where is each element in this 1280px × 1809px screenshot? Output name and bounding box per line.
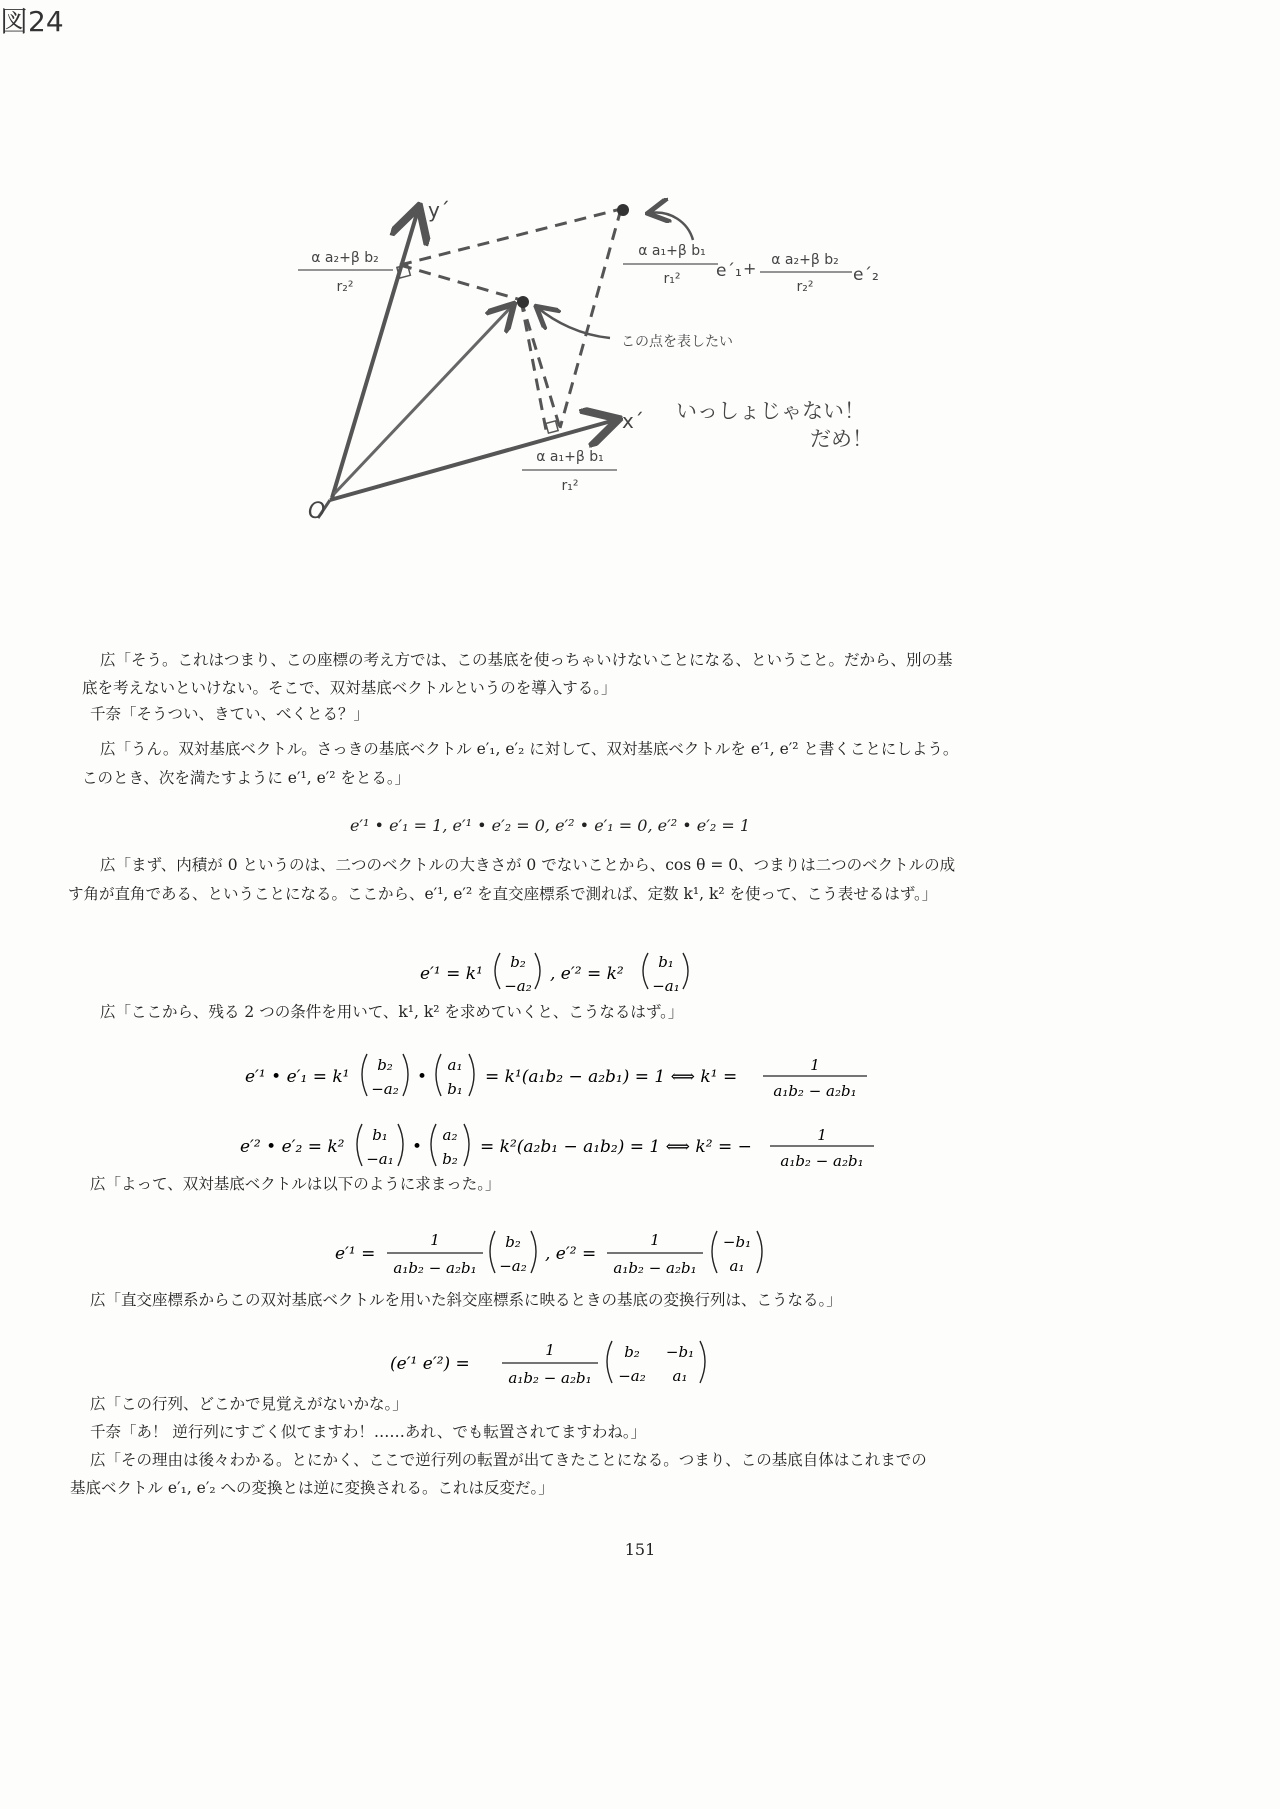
paragraph-9: 千奈「あ！ 逆行列にすごく似てますわ！……あれ、でも転置されてますわね。」	[90, 1423, 647, 1441]
paragraph-4-line-1: 広「まず、内積が 0 というのは、二つのベクトルの大きさが 0 でないことから、cos θ = 0、つまりは二つのベクトルの成	[100, 856, 956, 874]
svg-text:b₂: b₂	[510, 953, 526, 971]
svg-text:b₁: b₁	[372, 1126, 388, 1144]
paragraph-1-line-1: 広「そう。これはつまり、この座標の考え方では、この基底を使っちゃいけないことになる、ということ。だから、別の基	[100, 651, 953, 669]
paragraph-10-line-2: 基底ベクトル e′₁, e′₂ への変換とは逆に変換される。これは反変だ。」	[70, 1479, 554, 1497]
y-axis-label: y´	[428, 198, 450, 222]
top-label-numerator-1: α a₁+β b₁	[638, 243, 706, 259]
top-label-e2: e´₂	[853, 265, 879, 285]
svg-text:−a₂: −a₂	[499, 1257, 527, 1275]
paragraph-6: 広「よって、双対基底ベクトルは以下のように求まった。」	[90, 1175, 501, 1193]
svg-text:a₁b₂ − a₂b₁: a₁b₂ − a₂b₁	[780, 1152, 864, 1170]
svg-text:•: •	[417, 1067, 428, 1087]
equation-4	[240, 1110, 880, 1180]
top-label-plus: +	[743, 259, 757, 278]
paragraph-5: 広「ここから、残る 2 つの条件を用いて、k¹, k² を求めていくと、こうなるはず。」	[100, 1003, 684, 1021]
curve-arrow-top	[650, 213, 693, 240]
top-label-numerator-2: α a₂+β b₂	[771, 252, 839, 268]
right-angle-marker-x	[546, 421, 558, 433]
paragraph-1-line-2: 底を考えないといけない。そこで、双対基底ベクトルというのを導入する。」	[82, 679, 617, 697]
svg-text:= k²(a₂b₁ − a₁b₂) = 1 ⟺ k² = −: = k²(a₂b₁ − a₁b₂) = 1 ⟺ k² = −	[480, 1137, 752, 1157]
figure-24-diagram	[0, 0, 1280, 560]
svg-text:a₁: a₁	[729, 1257, 745, 1275]
equation-2	[400, 935, 720, 1005]
left-label-denominator: r₂²	[336, 279, 354, 295]
top-label-e1: e´₁	[716, 261, 742, 281]
svg-text:a₁b₂ − a₂b₁: a₁b₂ − a₂b₁	[508, 1369, 592, 1387]
x-axis-label: x´	[622, 409, 644, 433]
page-number: 151	[624, 1540, 656, 1559]
svg-text:b₂: b₂	[624, 1343, 640, 1361]
svg-text:−a₂: −a₂	[618, 1367, 646, 1385]
svg-text:b₂: b₂	[442, 1150, 458, 1168]
svg-text:−a₁: −a₁	[652, 977, 680, 995]
svg-text:b₂: b₂	[505, 1233, 521, 1251]
paragraph-3-line-1: 広「うん。双対基底ベクトル。さっきの基底ベクトル e′₁, e′₂ に対して、双対基底ベクトルを e′¹, e′² と書くことにしよう。	[100, 740, 959, 758]
paragraph-2: 千奈「そうつい、きてい、べくとる？」	[90, 705, 370, 723]
svg-text:a₁b₂ − a₂b₁: a₁b₂ − a₂b₁	[393, 1259, 477, 1277]
svg-text:e′¹ • e′₁ = k¹: e′¹ • e′₁ = k¹	[245, 1067, 350, 1087]
svg-text:−a₂: −a₂	[504, 977, 532, 995]
bottom-label-denominator: r₁²	[561, 478, 579, 494]
speech-line-2: だめ！	[810, 427, 873, 451]
equation-3	[245, 1040, 875, 1110]
svg-text:a₂: a₂	[442, 1126, 458, 1144]
svg-text:−a₂: −a₂	[371, 1080, 399, 1098]
svg-text:, e′² = k²: , e′² = k²	[550, 964, 624, 984]
svg-text:1: 1	[545, 1341, 555, 1359]
target-point	[517, 296, 529, 308]
equation-5	[335, 1215, 795, 1285]
svg-text:(e′¹ e′²) =: (e′¹ e′²) =	[390, 1354, 470, 1374]
svg-text:a₁b₂ − a₂b₁: a₁b₂ − a₂b₁	[613, 1259, 697, 1277]
paragraph-3-line-2: このとき、次を満たすように e′¹, e′² をとる。」	[82, 769, 411, 787]
svg-text:b₂: b₂	[377, 1056, 393, 1074]
point-note: この点を表したい	[621, 334, 733, 350]
paragraph-4-line-2: す角が直角である、ということになる。ここから、e′¹, e′² を直交座標系で測れば、定数 k¹, k² を使って、こう表せるはず。」	[68, 885, 938, 903]
svg-text:−b₁: −b₁	[665, 1343, 695, 1361]
svg-text:e′¹ = k¹: e′¹ = k¹	[420, 964, 483, 984]
equation-6	[390, 1325, 720, 1395]
svg-text:e′² • e′₂ = k²: e′² • e′₂ = k²	[240, 1137, 345, 1157]
svg-text:a₁b₂ − a₂b₁: a₁b₂ − a₂b₁	[773, 1082, 857, 1100]
svg-text:a₁: a₁	[447, 1056, 463, 1074]
svg-text:= k¹(a₁b₂ − a₂b₁) = 1 ⟺ k¹ =: = k¹(a₁b₂ − a₂b₁) = 1 ⟺ k¹ =	[485, 1067, 738, 1087]
svg-text:a₁: a₁	[672, 1367, 688, 1385]
equation-1: e′¹ • e′₁ = 1, e′¹ • e′₂ = 0, e′² • e′₁ = 0, e′² • e′₂ = 1	[349, 816, 751, 835]
bottom-label-numerator: α a₁+β b₁	[536, 449, 604, 465]
dashed-projections	[400, 209, 621, 430]
svg-text:−b₁: −b₁	[722, 1233, 752, 1251]
paragraph-7: 広「直交座標系からこの双対基底ベクトルを用いた斜交座標系に映るときの基底の変換行列は、こうなる。」	[90, 1291, 842, 1309]
svg-text:b₁: b₁	[658, 953, 674, 971]
figure-title: 図24	[0, 5, 64, 38]
svg-text:1: 1	[817, 1126, 827, 1144]
origin-label: O	[308, 499, 326, 524]
svg-text:, e′² =: , e′² =	[545, 1244, 597, 1264]
paragraph-10-line-1: 広「その理由は後々わかる。とにかく、ここで逆行列の転置が出てきたことになる。つまり、この基底自体はこれまでの	[90, 1451, 927, 1469]
top-label-denominator-2: r₂²	[796, 279, 814, 295]
left-label-numerator: α a₂+β b₂	[311, 250, 379, 266]
svg-text:1: 1	[650, 1231, 660, 1249]
curve-arrow-note	[538, 308, 610, 338]
svg-text:1: 1	[430, 1231, 440, 1249]
paragraph-8: 広「この行列、どこかで見覚えがないかな。」	[90, 1395, 408, 1413]
top-label-denominator-1: r₁²	[663, 271, 681, 287]
svg-text:b₁: b₁	[447, 1080, 463, 1098]
svg-text:1: 1	[810, 1056, 820, 1074]
svg-text:−a₁: −a₁	[366, 1150, 394, 1168]
svg-text:e′¹ =: e′¹ =	[335, 1244, 376, 1264]
speech-line-1: いっしょじゃない！	[676, 399, 865, 423]
combined-point	[617, 204, 629, 216]
svg-text:•: •	[412, 1137, 423, 1157]
